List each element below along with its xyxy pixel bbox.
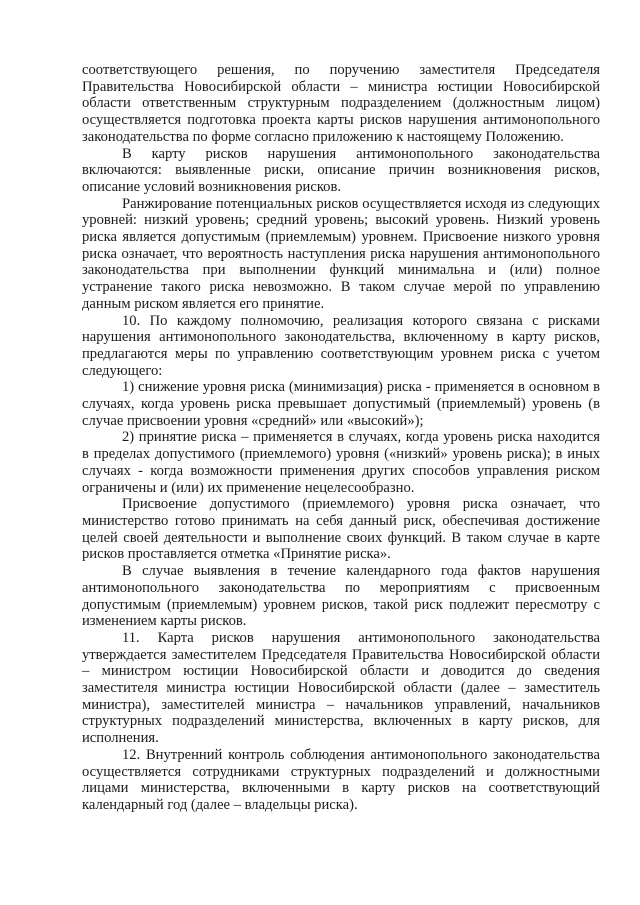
paragraph-acceptable-risk: Присвоение допустимого (приемлемого) уровня риска означает, что министерство готово принимать на себя данный риск, обеспечивая достижение целей своей деятельности и выполнение своих функций. В таком случае в карте рисков проставляется отметка «Принятие риска». xyxy=(82,496,600,563)
paragraph-risk-review: В случае выявления в течение календарного года фактов нарушения антимонопольного законодательства по мероприятиям с присвоенным допустимым (приемлемым) уровнем рисков, такой риск подлежит пересмотру с изменением карты рисков. xyxy=(82,563,600,630)
paragraph-item-10: 10. По каждому полномочию, реализация которого связана с рисками нарушения антимонопольного законодательства, включенному в карту рисков, предлагаются меры по управлению соответствующим уровнем риска с учетом следующего: xyxy=(82,312,600,379)
paragraph-item-12: 12. Внутренний контроль соблюдения антимонопольного законодательства осуществляется сотрудниками структурных подразделений и должностными лицами министерства, включенными в карту рисков на соответствующий календарный год (далее – владельцы риска). xyxy=(82,746,600,813)
paragraph-item-11: 11. Карта рисков нарушения антимонопольного законодательства утверждается заместителем Председателя Правительства Новосибирской области – министром юстиции Новосибирской области и доводится до сведения заместителя министра юстиции Новосибирской области (далее – заместитель министра), заместителей министра – начальников управлений, начальников структурных подразделений министерства, включенных в карту рисков, для исполнения. xyxy=(82,629,600,747)
paragraph-item-10-sub-2: 2) принятие риска – применяется в случаях, когда уровень риска находится в пределах допустимого (приемлемого) уровня («низкий» уровень риска); в иных случаях - когда возможности применения других способов управления риском ограничены и (или) их применение нецелесообразно. xyxy=(82,429,600,496)
document-body xyxy=(82,62,600,814)
paragraph-risk-map-contents: В карту рисков нарушения антимонопольного законодательства включаются: выявленные риски, описание причин возникновения рисков, описание условий возникновения рисков. xyxy=(82,145,600,195)
paragraph-risk-ranking: Ранжирование потенциальных рисков осуществляется исходя из следующих уровней: низкий уровень; средний уровень; высокий уровень. Низкий уровень риска является допустимым (приемлемым) уровнем. Присвоение низкого уровня риска означает, что вероятность наступления риска нарушения антимонопольного законодательства при выполнении функций минимальна и (или) полное устранение такого риска невозможно. В таком случае мерой по управлению данным риском является его принятие. xyxy=(82,195,600,312)
paragraph-item-10-sub-1: 1) снижение уровня риска (минимизация) риска - применяется в основном в случаях, когда уровень риска превышает допустимый (приемлемый) уровень (в случае присвоении уровня «средний» или «высокий»); xyxy=(82,379,600,429)
paragraph-intro-continuation: соответствующего решения, по поручению заместителя Председателя Правительства Новосибирской области – министра юстиции Новосибирской области ответственным структурным подразделением (должностным лицом) осуществляется подготовка проекта карты рисков нарушения антимонопольного законодательства по форме согласно приложению к настоящему Положению. xyxy=(82,62,600,145)
